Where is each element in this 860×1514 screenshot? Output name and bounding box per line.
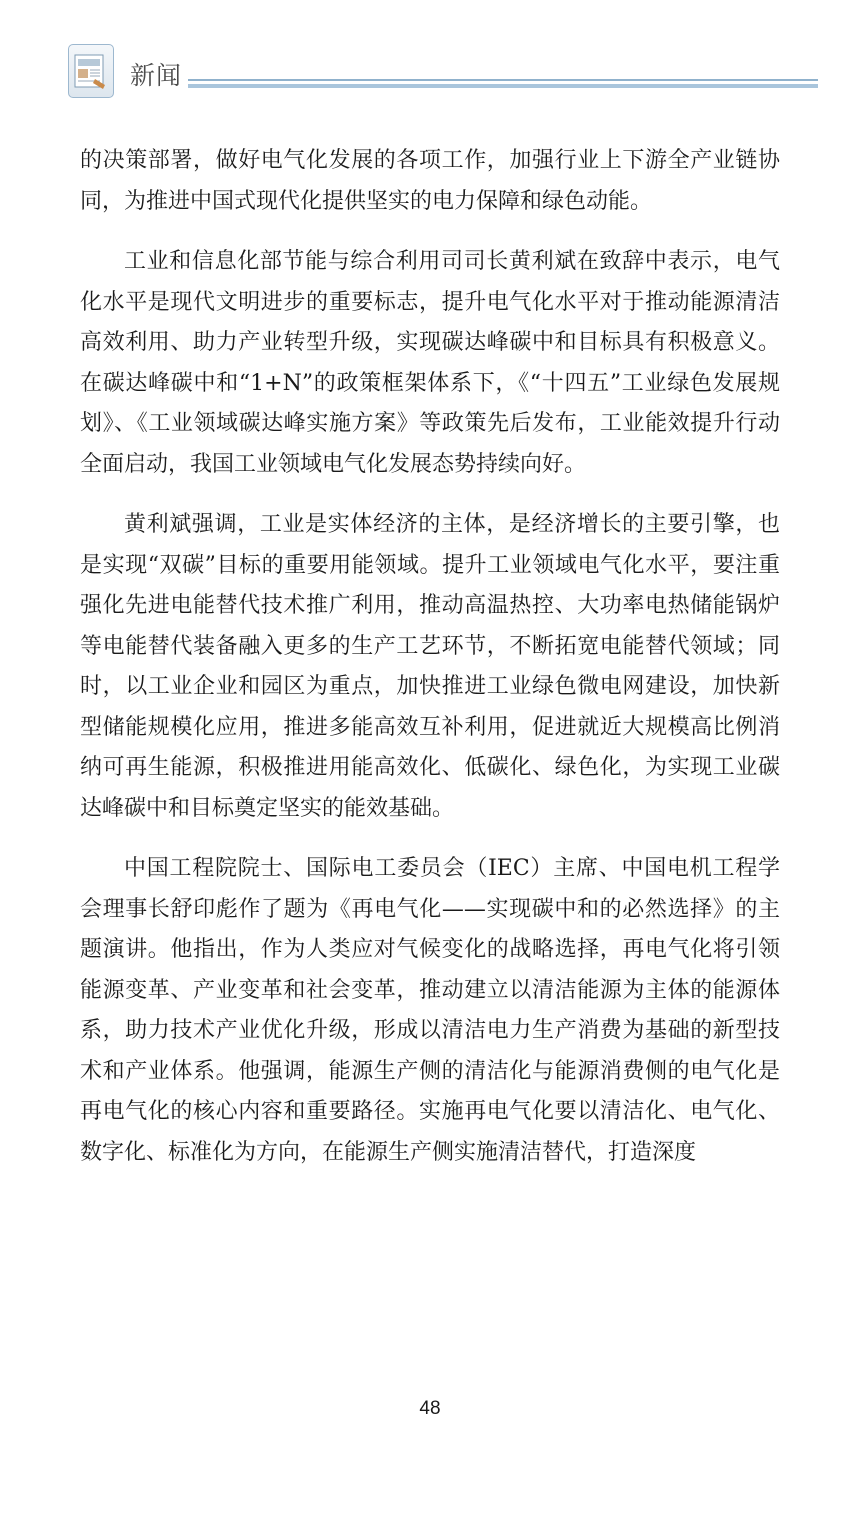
paragraph-shu-speech: 中国工程院院士、国际电工委员会（IEC）主席、中国电机工程学会理事长舒印彪作了题为《再电气化——实现碳中和的必然选择》的主题演讲。他指出，作为人类应对气候变化的战略选择，再电气化将引领能源变革、产业变革和社会变革，推动建立以清洁能源为主体的能源体系，助力技术产业优化升级，形成以清洁电力生产消费为基础的新型技术和产业体系。他强调，能源生产侧的清洁化与能源消费侧的电气化是再电气化的核心内容和重要路径。实施再电气化要以清洁化、电气化、数字化、标准化为方向，在能源生产侧实施清洁替代，打造深度 <box>80 856 780 1165</box>
page-header <box>68 44 820 100</box>
paragraph-continued: 的决策部署，做好电气化发展的各项工作，加强行业上下游全产业链协同，为推进中国式现代化提供坚实的电力保障和绿色动能。 <box>80 148 780 214</box>
page-number: 48 <box>419 1398 441 1419</box>
section-title: 新闻 <box>130 61 183 90</box>
header-divider-thin <box>188 79 818 81</box>
article-body <box>80 141 780 1193</box>
paragraph-huang-emphasis: 黄利斌强调，工业是实体经济的主体，是经济增长的主要引擎，也是实现“双碳”目标的重要用能领域。提升工业领域电气化水平，要注重强化先进电能替代技术推广利用，推动高温热控、大功率电热储能锅炉等电能替代装备融入更多的生产工艺环节，不断拓宽电能替代领域；同时，以工业企业和园区为重点，加快推进工业绿色微电网建设，加快新型储能规模化应用，推进多能高效互补利用，促进就近大规模高比例消纳可再生能源，积极推进用能高效化、低碳化、绿色化，为实现工业碳达峰碳中和目标奠定坚实的能效基础。 <box>80 512 780 821</box>
news-icon <box>68 44 114 98</box>
paragraph-huang-remarks: 工业和信息化部节能与综合利用司司长黄利斌在致辞中表示，电气化水平是现代文明进步的重要标志，提升电气化水平对于推动能源清洁高效利用、助力产业转型升级，实现碳达峰碳中和目标具有积极意义。在碳达峰碳中和“1+N”的政策框架体系下，《“十四五”工业绿色发展规划》、《工业领域碳达峰实施方案》等政策先后发布，工业能效提升行动全面启动，我国工业领域电气化发展态势持续向好。 <box>80 249 780 477</box>
header-divider-thick <box>188 84 818 88</box>
